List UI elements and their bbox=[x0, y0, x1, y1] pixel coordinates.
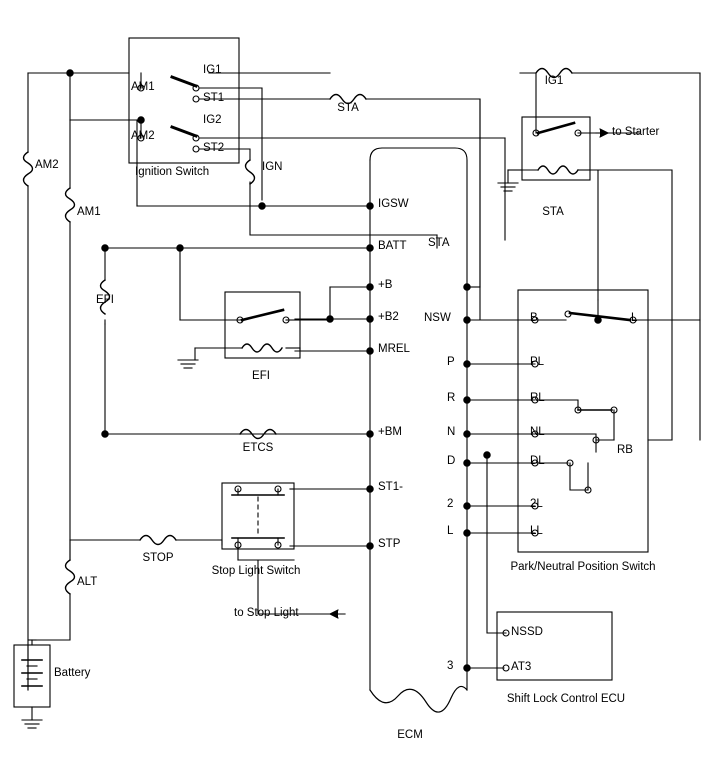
label-ig1-top: IG1 bbox=[203, 64, 222, 76]
label-nssd: NSSD bbox=[511, 626, 543, 638]
label-fuse-am2: AM2 bbox=[35, 159, 59, 171]
label-ecm-igsw: IGSW bbox=[378, 198, 409, 210]
label-ecm-plus-bm: +BM bbox=[378, 426, 402, 438]
label-stop-light-switch: Stop Light Switch bbox=[211, 565, 301, 577]
label-to-stop-light: to Stop Light bbox=[234, 607, 299, 619]
label-fuse-efi: EFI bbox=[96, 294, 114, 306]
label-st2: ST2 bbox=[203, 142, 225, 154]
label-ecm-stp: STP bbox=[378, 538, 401, 550]
label-ecm-l: L bbox=[447, 525, 454, 537]
label-ecm-mrel: MREL bbox=[378, 343, 410, 355]
label-pn-ll: LL bbox=[530, 525, 543, 537]
label-st1: ST1 bbox=[203, 92, 225, 104]
label-ecm: ECM bbox=[397, 729, 423, 741]
label-am2-terminal: AM2 bbox=[131, 130, 155, 142]
label-fuse-stop: STOP bbox=[142, 552, 174, 564]
label-ecm-3: 3 bbox=[447, 660, 454, 672]
label-ecm-p: P bbox=[447, 356, 455, 368]
label-at3: AT3 bbox=[511, 661, 532, 673]
label-pn-l: L bbox=[631, 312, 638, 324]
label-fuse-alt: ALT bbox=[77, 576, 98, 588]
label-pn-2l: 2L bbox=[530, 498, 543, 510]
label-ecm-st1-minus: ST1- bbox=[378, 481, 403, 493]
label-ecm-n: N bbox=[447, 426, 456, 438]
label-fuse-ig1-right: IG1 bbox=[544, 75, 564, 87]
label-ecm-plus-b2: +B2 bbox=[378, 311, 399, 323]
label-pn-rl: RL bbox=[530, 392, 545, 404]
label-efi-relay: EFI bbox=[252, 370, 270, 382]
label-pn-pl: PL bbox=[530, 356, 545, 368]
label-ecm-d: D bbox=[447, 455, 456, 467]
label-pn-dl: DL bbox=[530, 455, 545, 467]
label-ecm-plus-b: +B bbox=[378, 279, 393, 291]
label-fuse-sta: STA bbox=[337, 102, 359, 114]
label-battery: Battery bbox=[54, 667, 91, 679]
label-fuse-etcs: ETCS bbox=[242, 442, 274, 454]
label-pn-switch-name: Park/Neutral Position Switch bbox=[510, 561, 656, 573]
label-pn-nl: NL bbox=[530, 426, 545, 438]
label-ig2: IG2 bbox=[203, 114, 222, 126]
label-pn-b: B bbox=[530, 312, 538, 324]
label-ecm-r: R bbox=[447, 392, 456, 404]
label-ecm-nsw: NSW bbox=[424, 312, 451, 324]
label-ecm-sta: STA bbox=[428, 237, 450, 249]
label-fuse-am1: AM1 bbox=[77, 206, 101, 218]
label-ecm-2: 2 bbox=[447, 498, 454, 510]
label-to-starter: to Starter bbox=[612, 126, 660, 138]
label-ignition-switch: Ignition Switch bbox=[135, 166, 210, 178]
label-shift-lock-ecu: Shift Lock Control ECU bbox=[506, 693, 626, 705]
label-pn-rb: RB bbox=[617, 444, 633, 456]
label-ecm-batt: BATT bbox=[378, 240, 407, 252]
label-fuse-ign: IGN bbox=[262, 161, 283, 173]
label-sta-relay: STA bbox=[542, 206, 564, 218]
label-am1-terminal: AM1 bbox=[131, 81, 155, 93]
